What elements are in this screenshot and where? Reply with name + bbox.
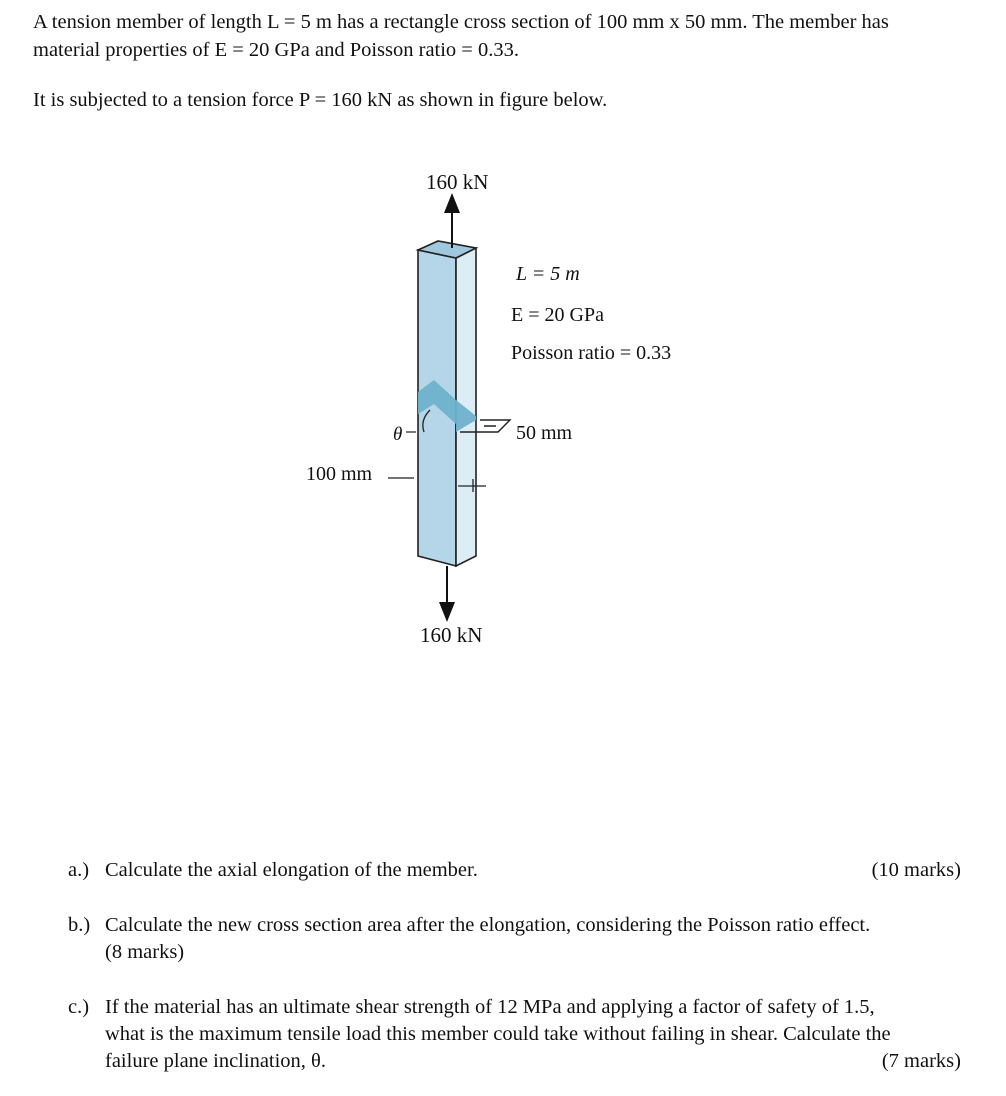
bottom-force-label: 160 kN: [420, 623, 483, 647]
depth-label: 50 mm: [516, 422, 573, 444]
question-a-marks: (10 marks): [871, 859, 961, 881]
question-b-text: Calculate the new cross section area after the elongation, considering the Poisson ratio effect.: [105, 914, 871, 936]
question-b-letter: b.): [68, 914, 91, 936]
question-c-line-1: If the material has an ultimate shear strength of 12 MPa and applying a factor of safety of 1.5,: [105, 996, 875, 1018]
question-b-marks: (8 marks): [105, 941, 185, 963]
top-force-label: 160 kN: [426, 170, 489, 194]
modulus-label: E = 20 GPa: [511, 304, 604, 326]
question-c-marks: (7 marks): [881, 1050, 961, 1072]
length-label: L = 5 m: [516, 263, 580, 285]
question-c: [68, 994, 968, 1075]
question-a-body: [105, 857, 968, 884]
poisson-label: Poisson ratio = 0.33: [511, 342, 672, 364]
question-c-line-2: what is the maximum tensile load this member could take without failing in shear. Calculate the: [105, 1023, 891, 1045]
question-c-line-3: failure plane inclination, θ.: [105, 1050, 327, 1072]
width-label: 100 mm: [306, 463, 373, 485]
intro-line-3: It is subjected to a tension force P = 160 kN as shown in figure below.: [33, 89, 608, 111]
intro-line-1: A tension member of length L = 5 m has a rectangle cross section of 100 mm x 50 mm. The member has: [33, 11, 889, 33]
intro-line-2: material properties of E = 20 GPa and Poisson ratio = 0.33.: [33, 39, 519, 61]
question-a: [68, 857, 968, 884]
angle-label: θ: [393, 424, 403, 445]
question-c-body: [105, 994, 968, 1075]
question-c-letter: c.): [68, 996, 90, 1018]
question-a-text: Calculate the axial elongation of the member.: [105, 859, 478, 881]
question-b-body: [105, 912, 968, 966]
question-a-letter: a.): [68, 859, 90, 881]
question-b: [68, 912, 968, 966]
